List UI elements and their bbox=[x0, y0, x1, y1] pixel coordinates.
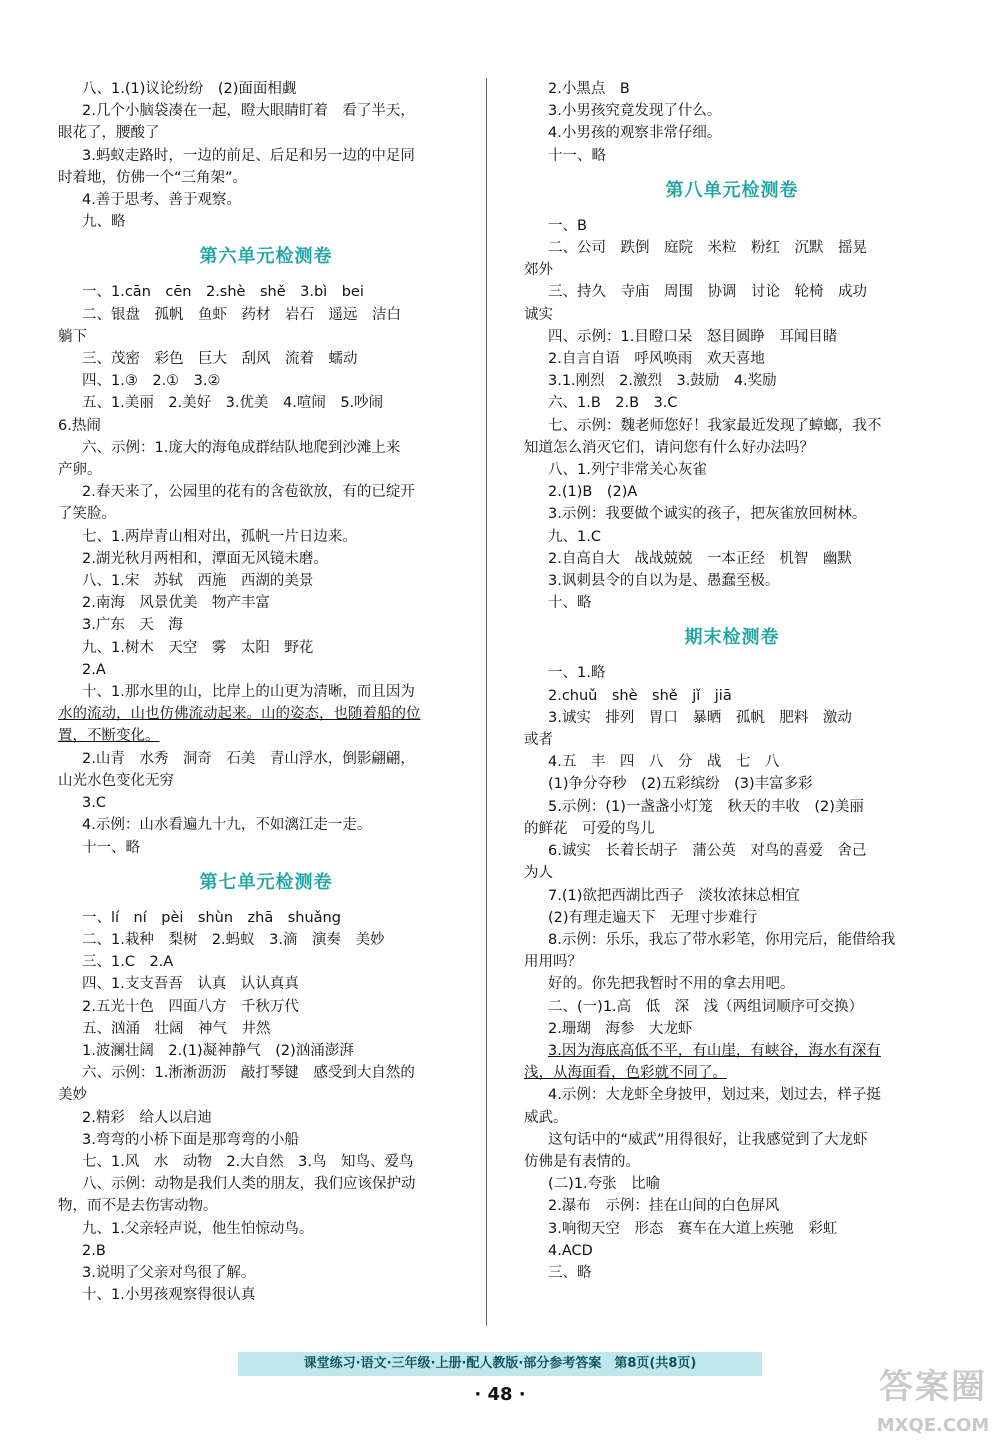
answer-line: 郊外 bbox=[524, 262, 553, 279]
answer-line: 3.示例：我要做个诚实的孩子，把灰雀放回树林。 bbox=[548, 506, 867, 523]
answer-line: 3.1.刚烈 2.激烈 3.鼓励 4.奖励 bbox=[548, 373, 777, 390]
answer-line: 八、1.列宁非常关心灰雀 bbox=[548, 462, 707, 479]
right-column bbox=[524, 78, 940, 1284]
answer-line: 山光水色变化无穷 bbox=[58, 772, 174, 789]
answer-line: 6.热闹 bbox=[58, 417, 101, 434]
answer-line: 一、1.cān cēn 2.shè shě 3.bì bei bbox=[82, 284, 364, 301]
answer-line: 十、1.小男孩观察得很认真 bbox=[82, 1287, 256, 1304]
answer-line: 2.自言自语 呼风唤雨 欢天喜地 bbox=[548, 351, 765, 368]
answer-line: 浅，从海面看，色彩就不同了。 bbox=[524, 1065, 727, 1082]
answer-line: 3.蚂蚁走路时，一边的前足、后足和另一边的中足同 bbox=[82, 147, 415, 164]
answer-line: 4.五 丰 四 八 分 战 七 八 bbox=[548, 754, 780, 771]
answer-line: 三、持久 寺庙 周围 协调 讨论 轮椅 成功 bbox=[548, 284, 867, 301]
answer-line: 一、1.略 bbox=[548, 665, 606, 682]
answer-line: 2.五光十色 四面八方 千秋万代 bbox=[82, 998, 299, 1015]
answer-line: 4.善于思考、善于观察。 bbox=[82, 192, 241, 209]
column-divider bbox=[486, 78, 487, 1326]
answer-line: 2.自高自大 战战兢兢 一本正经 机智 幽默 bbox=[548, 550, 852, 567]
section-heading: 第八单元检测卷 bbox=[665, 179, 799, 201]
answer-line: 七、1.两岸青山相对出，孤帆一片日边来。 bbox=[82, 528, 357, 545]
answer-line: 的鲜花 可爱的鸟儿 bbox=[524, 820, 655, 837]
answer-line: 2.B bbox=[82, 1242, 106, 1259]
answer-line: 3.因为海底高低不平，有山崖，有峡谷，海水有深有 bbox=[548, 1042, 881, 1059]
answer-line: 二、银盘 孤帆 鱼虾 药材 岩石 遥远 洁白 bbox=[82, 306, 401, 323]
answer-line: 八、示例：动物是我们人类的朋友，我们应该保护动 bbox=[82, 1176, 416, 1193]
answer-line: 一、B bbox=[548, 217, 587, 234]
section-heading: 第六单元检测卷 bbox=[199, 246, 333, 268]
answer-line: 产卵。 bbox=[58, 462, 102, 479]
answer-line: 诚实 bbox=[524, 306, 553, 323]
answer-line: 为人 bbox=[524, 865, 553, 882]
watermark-logo bbox=[868, 1360, 998, 1450]
answer-line: 二、1.栽种 梨树 2.蚂蚁 3.滴 演奏 美妙 bbox=[82, 931, 385, 948]
page-number: · 48 · bbox=[474, 1384, 526, 1405]
answer-line: 2.chuǔ shè shě jǐ jiā bbox=[548, 687, 732, 704]
answer-line: 2.(1)B (2)A bbox=[548, 484, 638, 501]
answer-line: 3.C bbox=[82, 795, 106, 812]
answer-line: 十一、略 bbox=[548, 147, 606, 164]
answer-line: 七、1.风 水 动物 2.大自然 3.鸟 知鸟、爱鸟 bbox=[82, 1153, 414, 1170]
left-column bbox=[58, 78, 474, 1306]
watermark-big: 答案圈 bbox=[879, 1367, 987, 1407]
answer-line: 这句话中的“威武”用得很好，让我感觉到了大龙虾 bbox=[548, 1131, 868, 1148]
answer-line: 美妙 bbox=[58, 1087, 87, 1104]
answer-line: 2.春天来了，公园里的花有的含苞欲放，有的已绽开 bbox=[82, 484, 415, 501]
answer-line: 十、1.那水里的山，比岸上的山更为清晰，而且因为 bbox=[82, 684, 415, 701]
answer-line: 仿佛是有表情的。 bbox=[524, 1153, 640, 1170]
answer-line: 3.说明了父亲对鸟很了解。 bbox=[82, 1264, 256, 1281]
answer-line: 五、汹涌 壮阔 神气 井然 bbox=[82, 1020, 271, 1037]
answer-line: 4.ACD bbox=[548, 1242, 593, 1259]
answer-line: 六、1.B 2.B 3.C bbox=[548, 395, 678, 412]
answer-line: 8.示例：乐乐，我忘了带水彩笔，你用完后，能借给我 bbox=[548, 931, 896, 948]
answer-line: 眼花了，腰酸了 bbox=[58, 125, 160, 142]
answer-line: 2.精彩 给人以启迪 bbox=[82, 1109, 212, 1126]
answer-line: 1.波澜壮阔 2.(1)凝神静气 (2)汹涌澎湃 bbox=[82, 1042, 354, 1059]
answer-line: 八、1.宋 苏轼 西施 西湖的美景 bbox=[82, 573, 314, 590]
answer-line: (二)1.夸张 比喻 bbox=[548, 1176, 661, 1193]
answer-line: 六、示例：1.庞大的海龟成群结队地爬到沙滩上来 bbox=[82, 439, 401, 456]
answer-line: 四、1.支支吾吾 认真 认认真真 bbox=[82, 976, 299, 993]
section-heading: 期末检测卷 bbox=[684, 627, 780, 649]
answer-line: 3.诚实 排列 胃口 暴晒 孤帆 肥料 激动 bbox=[548, 709, 852, 726]
answer-line: 2.珊瑚 海参 大龙虾 bbox=[548, 1020, 693, 1037]
footer-banner: 课堂练习·语文·三年级·上册·配人教版·部分参考答案 第8页(共8页) bbox=[238, 1352, 762, 1376]
answer-line: 二、(一)1.高 低 深 浅（两组词顺序可交换） bbox=[548, 998, 864, 1015]
answer-line: 2.山青 水秀 洞奇 石美 青山浮水，倒影翩翩， bbox=[82, 750, 415, 767]
answer-line: 知道怎么消灭它们，请问您有什么好办法吗？ bbox=[524, 439, 814, 456]
answer-line: 2.南海 风景优美 物产丰富 bbox=[82, 595, 270, 612]
answer-line: 2.几个小脑袋凑在一起，瞪大眼睛盯着 看了半天， bbox=[82, 103, 415, 120]
answer-line: 4.小男孩的观察非常仔细。 bbox=[548, 125, 722, 142]
answer-line: 九、1.树木 天空 雾 太阳 野花 bbox=[82, 639, 314, 656]
answer-line: 物，而不是去伤害动物。 bbox=[58, 1198, 218, 1215]
answer-line: 7.(1)欲把西湖比西子 淡妆浓抹总相宜 bbox=[548, 887, 800, 904]
answer-line: 水的流动，山也仿佛流动起来。山的姿态，也随着船的位 bbox=[58, 706, 421, 723]
answer-line: 九、1.父亲轻声说，他生怕惊动鸟。 bbox=[82, 1220, 314, 1237]
answer-line: 四、1.③ 2.① 3.② bbox=[82, 373, 221, 390]
answer-line: 了笑脸。 bbox=[58, 506, 116, 523]
answer-line: 2.小黑点 B bbox=[548, 81, 630, 97]
answer-line: 3.广东 天 海 bbox=[82, 617, 183, 634]
answer-line: 6.诚实 长着长胡子 蒲公英 对鸟的喜爱 舍己 bbox=[548, 843, 867, 860]
answer-line: 五、1.美丽 2.美好 3.优美 4.喧闹 5.吵闹 bbox=[82, 395, 384, 412]
answer-line: 4.示例：山水看遍九十九，不如漓江走一走。 bbox=[82, 817, 372, 834]
answer-line: 十一、略 bbox=[82, 839, 140, 856]
answer-line: 一、lí ní pèi shùn zhā shuǎng bbox=[82, 909, 341, 926]
section-heading: 第七单元检测卷 bbox=[199, 871, 333, 893]
answer-line: 时着地，仿佛一个“三角架”。 bbox=[58, 169, 248, 186]
answer-line: 5.示例：(1)一盏盏小灯笼 秋天的丰收 (2)美丽 bbox=[548, 798, 864, 815]
watermark-small: MXQE.COM bbox=[876, 1415, 990, 1436]
answer-line: (2)有理走遍天下 无理寸步难行 bbox=[548, 909, 758, 926]
answer-line: 好的。你先把我暂时不用的拿去用吧。 bbox=[548, 976, 795, 993]
answer-line: 四、示例：1.目瞪口呆 怒目圆睁 耳闻目睹 bbox=[548, 328, 838, 345]
answer-line: 2.湖光秋月两相和，潭面无风镜未磨。 bbox=[82, 550, 328, 567]
answer-line: 三、茂密 彩色 巨大 刮风 流着 蠕动 bbox=[82, 351, 358, 368]
answer-line: 二、公司 跌倒 庭院 米粒 粉红 沉默 摇晃 bbox=[548, 240, 867, 257]
answer-line: 三、略 bbox=[548, 1264, 592, 1281]
answer-line: 十、略 bbox=[548, 595, 592, 612]
answer-line: 2.瀑布 示例：挂在山间的白色屏风 bbox=[548, 1198, 780, 1215]
answer-line: 九、略 bbox=[82, 214, 126, 231]
answer-line: 4.示例：大龙虾全身披甲，划过来，划过去，样子挺 bbox=[548, 1087, 881, 1104]
answer-line: 3.小男孩究竟发现了什么。 bbox=[548, 103, 722, 120]
answer-line: 六、示例：1.淅淅沥沥 敲打琴键 感受到大自然的 bbox=[82, 1065, 415, 1082]
answer-line: 2.A bbox=[82, 661, 106, 678]
answer-line: 或者 bbox=[524, 732, 553, 749]
answer-line: 八、1.(1)议论纷纷 (2)面面相觑 bbox=[82, 81, 297, 97]
answer-line: 用用吗？ bbox=[524, 954, 582, 971]
answer-line: 九、1.C bbox=[548, 528, 601, 545]
answer-line: 3.弯弯的小桥下面是那弯弯的小船 bbox=[82, 1131, 299, 1148]
answer-line: 3.讽刺县令的自以为是、愚蠢至极。 bbox=[548, 573, 780, 590]
answer-line: 置，不断变化。 bbox=[58, 728, 160, 745]
answer-line: 躺下 bbox=[58, 328, 87, 345]
answer-line: 七、示例：魏老师您好！我家最近发现了蟑螂，我不 bbox=[548, 417, 882, 434]
answer-line: (1)争分夺秒 (2)五彩缤纷 (3)丰富多彩 bbox=[548, 776, 813, 793]
answer-line: 三、1.C 2.A bbox=[82, 954, 174, 971]
answer-line: 威武。 bbox=[524, 1109, 568, 1126]
answer-line: 3.响彻天空 形态 赛车在大道上疾驰 彩虹 bbox=[548, 1220, 838, 1237]
